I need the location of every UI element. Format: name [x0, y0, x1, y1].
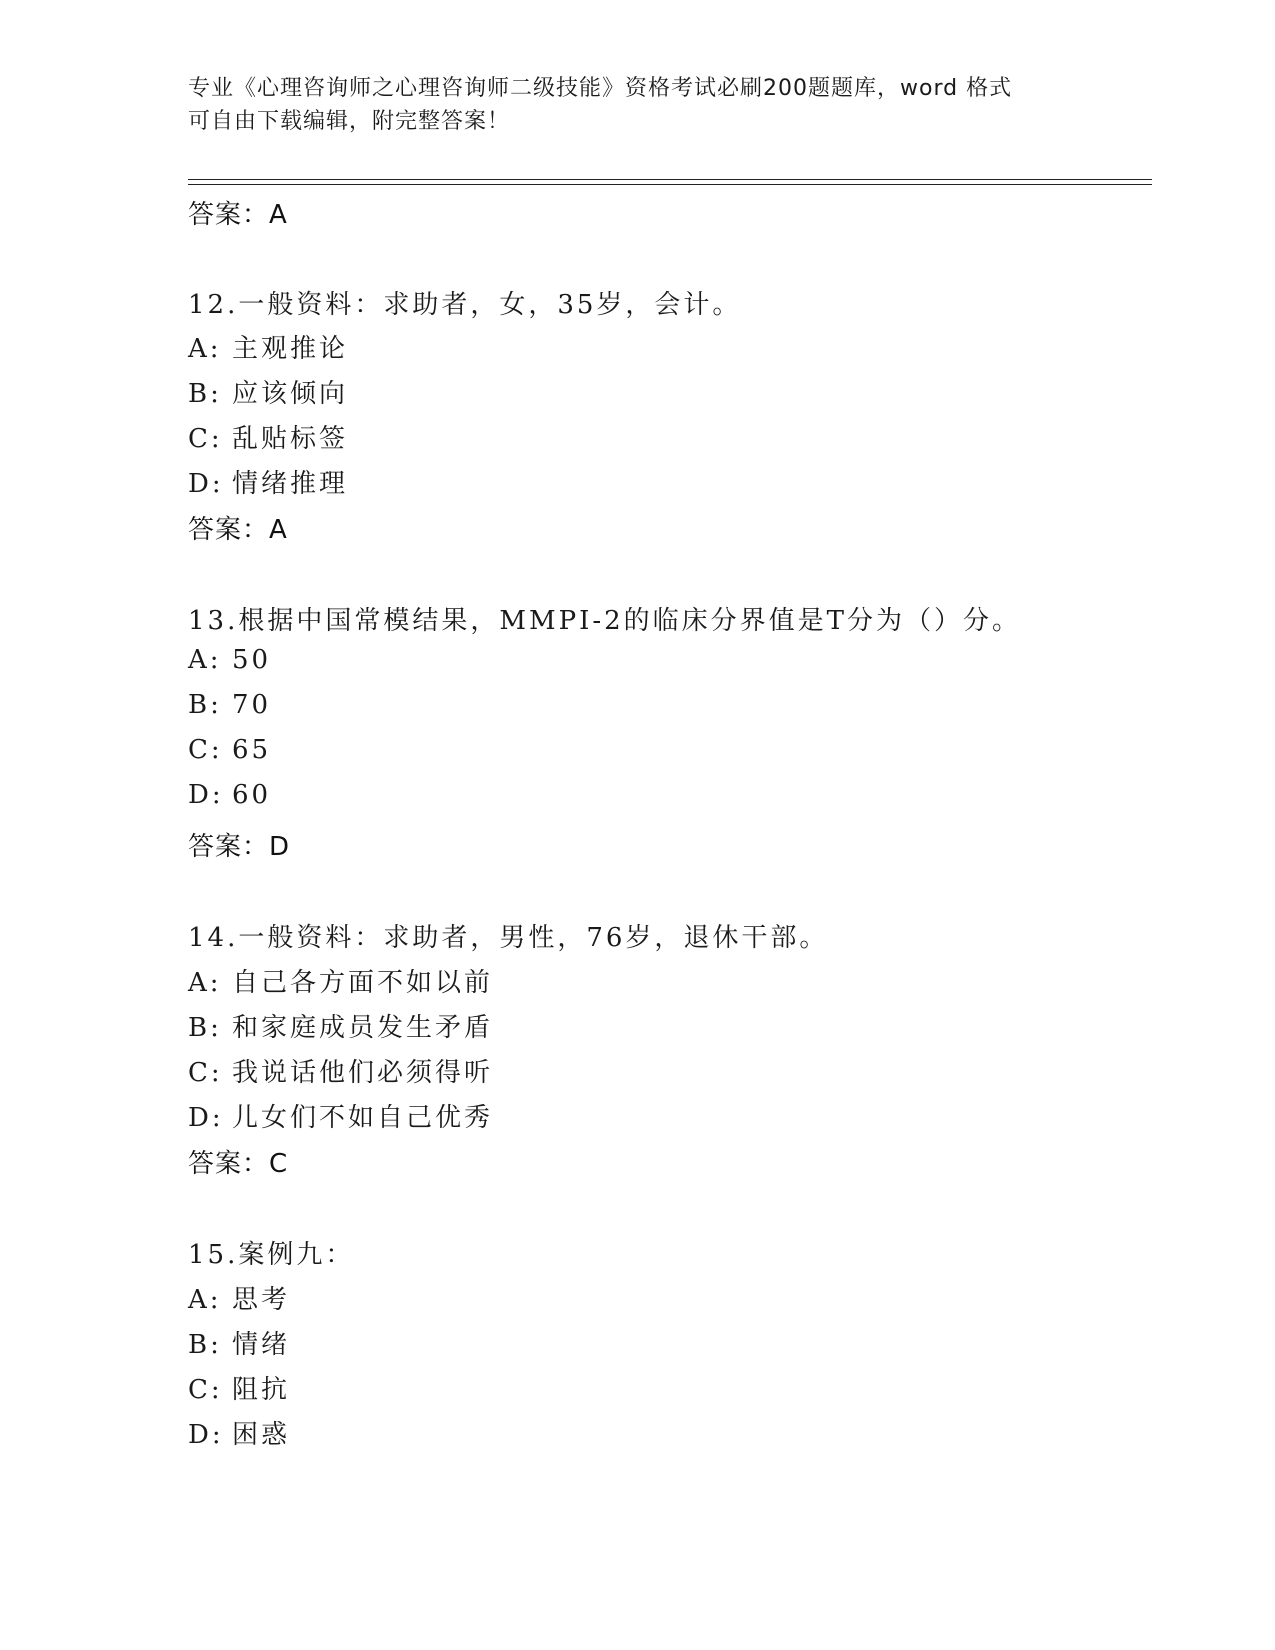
option-text: 50 [232, 645, 272, 675]
option-letter: C: [188, 735, 223, 765]
question-15-option-a [188, 1279, 290, 1316]
option-text: 主观推论 [232, 334, 349, 364]
option-text: 70 [232, 690, 272, 720]
option-letter: C: [188, 1058, 223, 1088]
question-15-option-d [188, 1414, 290, 1451]
option-letter: B: [188, 690, 222, 720]
option-text: 困惑 [232, 1420, 291, 1450]
question-13-text: 13.根据中国常模结果，MMPI-2的临床分界值是T分为（）分。 [188, 606, 1022, 636]
question-13-option-c [188, 735, 271, 765]
question-15-text: 15.案例九： [188, 1240, 355, 1270]
option-text: 儿女们不如自己优秀 [232, 1103, 494, 1133]
option-text: 乱贴标签 [232, 424, 349, 454]
question-12-option-b [188, 373, 348, 410]
option-letter: D: [188, 469, 224, 499]
option-text: 自己各方面不如以前 [232, 968, 494, 998]
question-14-answer: 答案：C [188, 1149, 289, 1179]
option-letter: B: [188, 1330, 222, 1360]
option-text: 60 [232, 780, 272, 810]
option-letter: B: [188, 1013, 222, 1043]
option-letter: A: [188, 334, 222, 364]
question-13-answer: 答案：D [188, 832, 291, 862]
question-13-option-a [188, 645, 271, 675]
previous-answer: 答案：A [188, 200, 288, 230]
option-text: 阻抗 [232, 1375, 291, 1405]
question-13-option-d [188, 780, 271, 810]
option-letter: C: [188, 424, 223, 454]
question-14-option-a [188, 962, 493, 999]
header-line-1: 专业《心理咨询师之心理咨询师二级技能》资格考试必刷200题题库，word 格式 [188, 76, 1013, 101]
question-12-option-a [188, 328, 348, 365]
question-14-option-d [188, 1097, 493, 1134]
question-14-option-c [188, 1052, 493, 1089]
option-letter: C: [188, 1375, 223, 1405]
option-letter: A: [188, 645, 222, 675]
option-text: 情绪 [232, 1330, 291, 1360]
option-letter: D: [188, 780, 224, 810]
option-text: 65 [232, 735, 272, 765]
question-12-text: 12.一般资料：求助者，女，35岁，会计。 [188, 290, 742, 320]
option-letter: B: [188, 379, 222, 409]
option-text: 情绪推理 [232, 469, 349, 499]
option-text: 思考 [232, 1285, 291, 1315]
option-letter: A: [188, 1285, 222, 1315]
option-letter: D: [188, 1420, 224, 1450]
header-rule-top [188, 179, 1152, 180]
document-header [188, 72, 1088, 138]
option-text: 和家庭成员发生矛盾 [232, 1013, 494, 1043]
question-15-option-b [188, 1324, 290, 1361]
option-letter: A: [188, 968, 222, 998]
header-line-2: 可自由下载编辑，附完整答案！ [188, 109, 511, 134]
option-text: 我说话他们必须得听 [232, 1058, 494, 1088]
question-15-option-c [188, 1369, 290, 1406]
question-13-option-b [188, 690, 271, 720]
option-letter: D: [188, 1103, 224, 1133]
question-12-answer: 答案：A [188, 515, 288, 545]
question-12-option-c [188, 418, 348, 455]
option-text: 应该倾向 [232, 379, 349, 409]
question-14-text: 14.一般资料：求助者，男性，76岁，退休干部。 [188, 923, 829, 953]
question-12-option-d [188, 463, 348, 500]
question-14-option-b [188, 1007, 493, 1044]
header-rule-bottom [188, 184, 1152, 185]
